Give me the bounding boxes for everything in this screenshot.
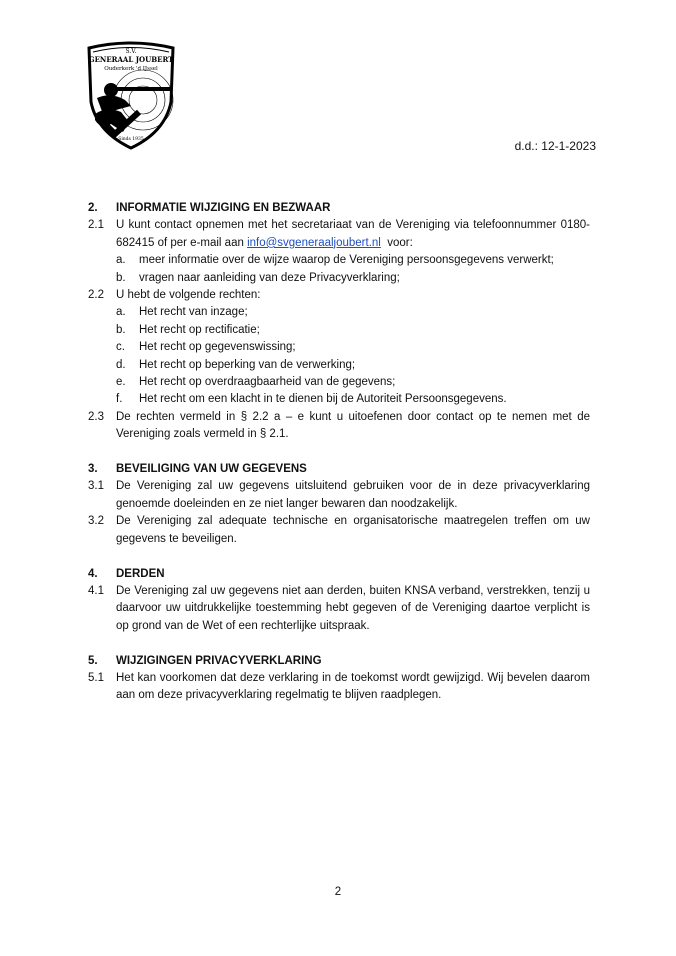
list-item: e. Het recht op overdraagbaarheid van de gegevens;	[116, 376, 396, 389]
svg-text:GENERAAL JOUBERT: GENERAAL JOUBERT	[88, 55, 174, 64]
email-link[interactable]: info@svgeneraaljoubert.nl	[247, 236, 381, 249]
section-security	[88, 461, 590, 548]
svg-text:Sinds 1935: Sinds 1935	[118, 137, 144, 142]
clause-3-1: 3.1 De Vereniging zal uw gegevens uitsluitend gebruiken voor de in deze privacyverklaring genoemde doeleinden en ze niet langer bewaren dan noodzakelijk.	[88, 480, 590, 510]
clause-2-1: 2.1 U kunt contact opnemen met het secretariaat van de Vereniging via telefoonnummer 0180-682415 of per e-mail aan info@svgeneraaljoubert.nl voor:	[88, 219, 590, 249]
svg-text:S.V.: S.V.	[125, 48, 137, 55]
list-item: a. Het recht van inzage;	[116, 306, 248, 319]
clause-2-3: 2.3 De rechten vermeld in § 2.2 a – e kunt u uitoefenen door contact op te nemen met de Vereniging zoals vermeld in § 2.1.	[88, 410, 590, 441]
list-item: d. Het recht op beperking van de verwerking;	[116, 358, 356, 371]
list-item: b. vragen naar aanleiding van deze Privacyverklaring;	[116, 271, 400, 284]
clause-4-1: 4.1 De Vereniging zal uw gegevens niet aan derden, buiten KNSA verband, verstrekken, tenzij u daarvoor uw uitdrukkelijke toestemming hebt gegeven of de Vereniging daartoe verplicht is op grond van de Wet of een rechterlijke uitspraak.	[88, 584, 590, 632]
club-logo	[85, 40, 177, 150]
section-heading: 5. WIJZIGINGEN PRIVACYVERKLARING	[88, 654, 322, 667]
clause-5-1: 5.1 Het kan voorkomen dat deze verklaring in de toekomst wordt gewijzigd. Wij bevelen daarom aan om deze privacyverklaring regelmatig te blijven raadplegen.	[88, 671, 590, 702]
section-heading: 2. INFORMATIE WIJZIGING EN BEZWAAR	[88, 202, 331, 214]
section-heading: 3. BEVEILIGING VAN UW GEGEVENS	[88, 463, 307, 476]
list-item: a. meer informatie over de wijze waarop de Vereniging persoonsgegevens verwerkt;	[116, 254, 554, 267]
page-number: 2	[334, 886, 342, 898]
clause-2-2: 2.2 U hebt de volgende rechten:	[88, 289, 261, 302]
document-date: d.d.: 12-1-2023	[514, 139, 596, 153]
list-item: c. Het recht op gegevenswissing;	[116, 341, 296, 354]
clause-3-2: 3.2 De Vereniging zal adequate technische en organisatorische maatregelen treffen om uw gegevens te beveiligen.	[88, 515, 590, 545]
document-body	[88, 200, 590, 722]
svg-text:Ouderkerk 'd IJssel: Ouderkerk 'd IJssel	[104, 66, 158, 72]
section-changes	[88, 653, 590, 705]
section-information	[88, 200, 590, 444]
shield-logo-icon	[85, 40, 177, 150]
section-third-parties	[88, 566, 590, 636]
list-item: f. Het recht om een klacht in te dienen bij de Autoriteit Persoonsgegevens.	[116, 393, 507, 406]
list-item: b. Het recht op rectificatie;	[116, 323, 260, 336]
section-heading: 4. DERDEN	[88, 567, 165, 580]
